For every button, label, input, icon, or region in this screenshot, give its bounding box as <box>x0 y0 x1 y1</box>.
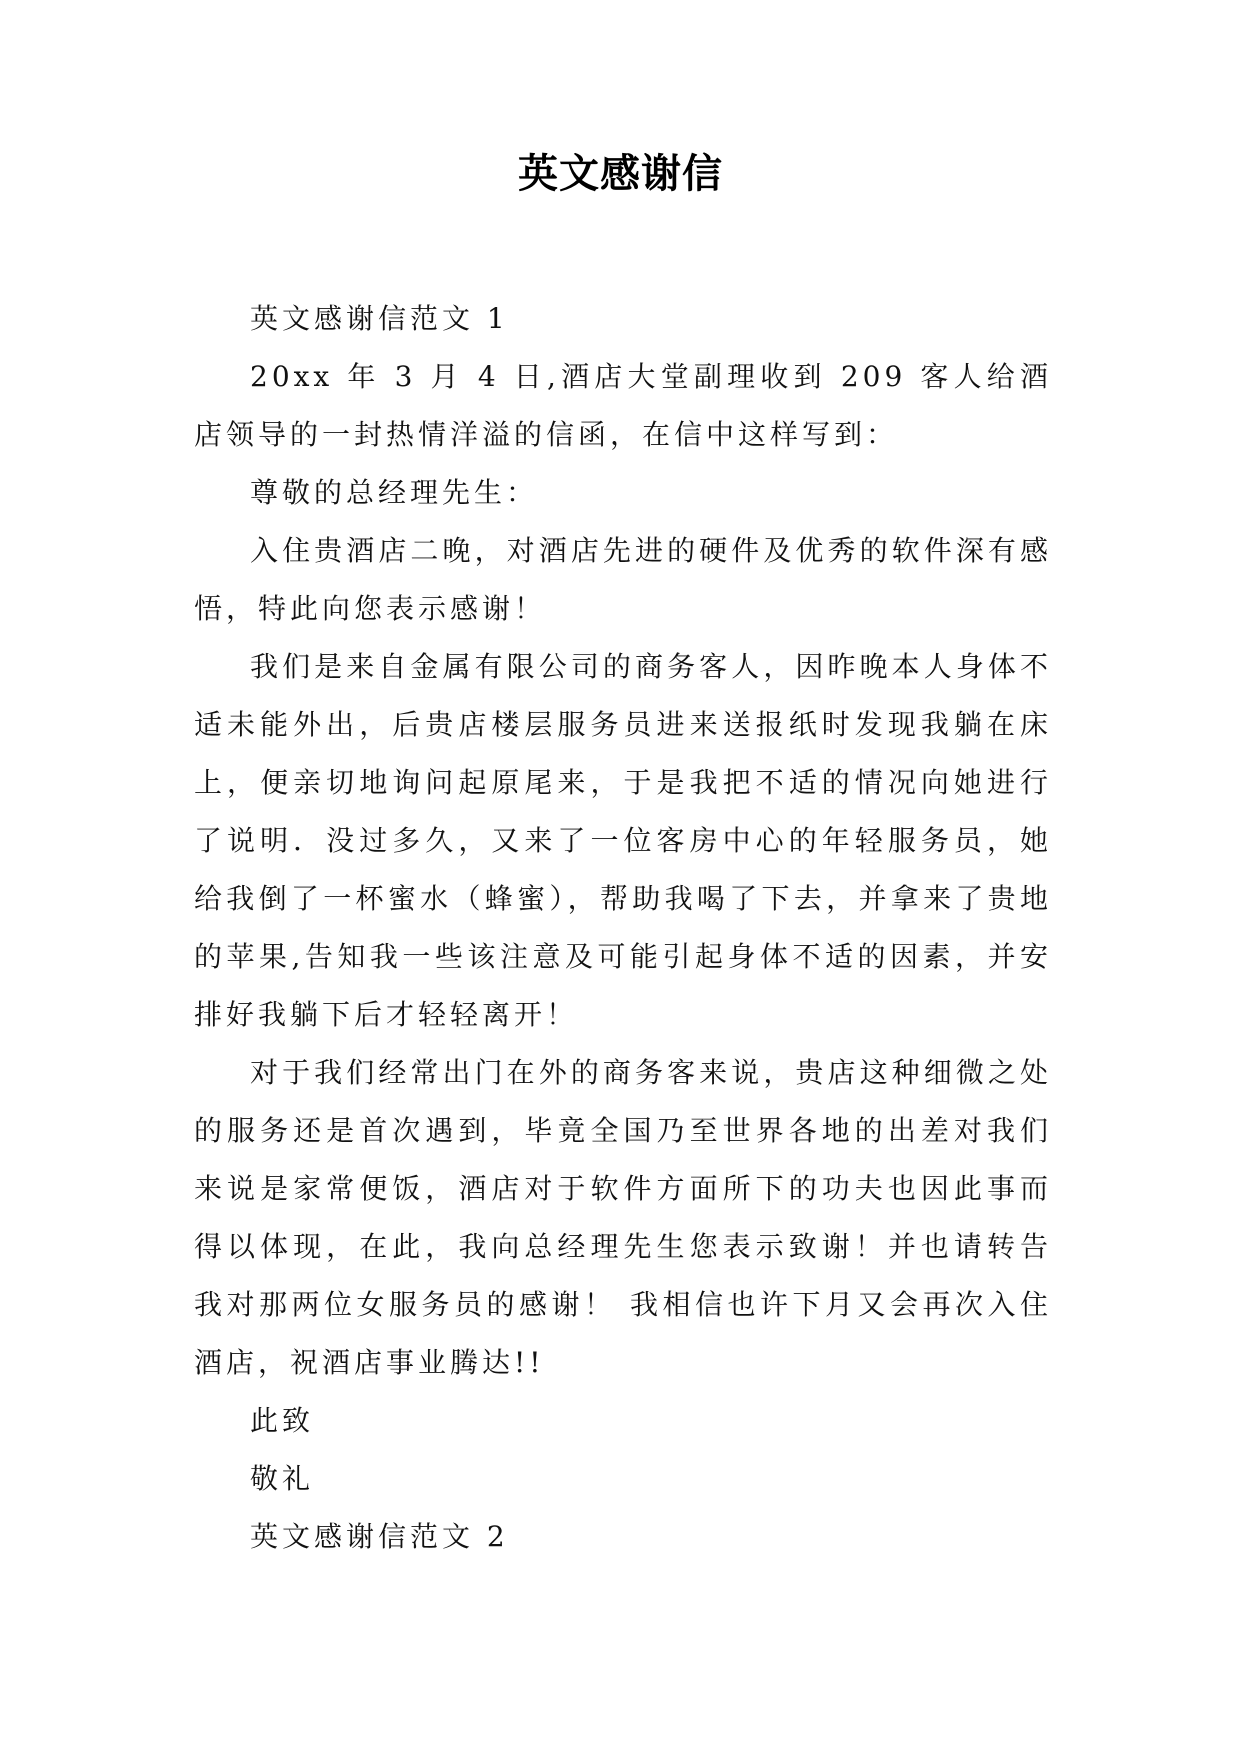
paragraph: 我们是来自金属有限公司的商务客人，因昨晚本人身体不适未能外出，后贵店楼层服务员进来送报纸时发现我躺在床上，便亲切地询问起原尾来，于是我把不适的情况向她进行了说明．没过多久，又来了一位客房中心的年轻服务员，她给我倒了一杯蜜水（蜂蜜），帮助我喝了下去，并拿来了贵地的苹果,告知我一些该注意及可能引起身体不适的因素，并安排好我躺下后才轻轻离开！ <box>194 650 1052 1031</box>
letter-closing: 此致 <box>250 1404 315 1437</box>
paragraph: 入住贵酒店二晚，对酒店先进的硬件及优秀的软件深有感悟，特此向您表示感谢！ <box>194 534 1052 625</box>
letter-regards: 敬礼 <box>250 1462 315 1495</box>
document-body <box>194 290 1052 1566</box>
document-title: 英文感谢信 <box>518 150 723 197</box>
paragraph-intro: 20xx 年 3 月 4 日,酒店大堂副理收到 209 客人给酒店领导的一封热情洋溢的信函，在信中这样写到： <box>194 360 1052 451</box>
section-heading-2: 英文感谢信范文 2 <box>250 1520 509 1553</box>
letter-salutation: 尊敬的总经理先生： <box>250 476 539 509</box>
paragraph: 对于我们经常出门在外的商务客来说，贵店这种细微之处的服务还是首次遇到，毕竟全国乃至世界各地的出差对我们来说是家常便饭，酒店对于软件方面所下的功夫也因此事而得以体现，在此，我向总经理先生您表示致谢！并也请转告我对那两位女服务员的感谢！ 我相信也许下月又会再次入住酒店，祝酒店事业腾达!! <box>194 1056 1052 1379</box>
section-heading-1: 英文感谢信范文 1 <box>250 302 509 335</box>
